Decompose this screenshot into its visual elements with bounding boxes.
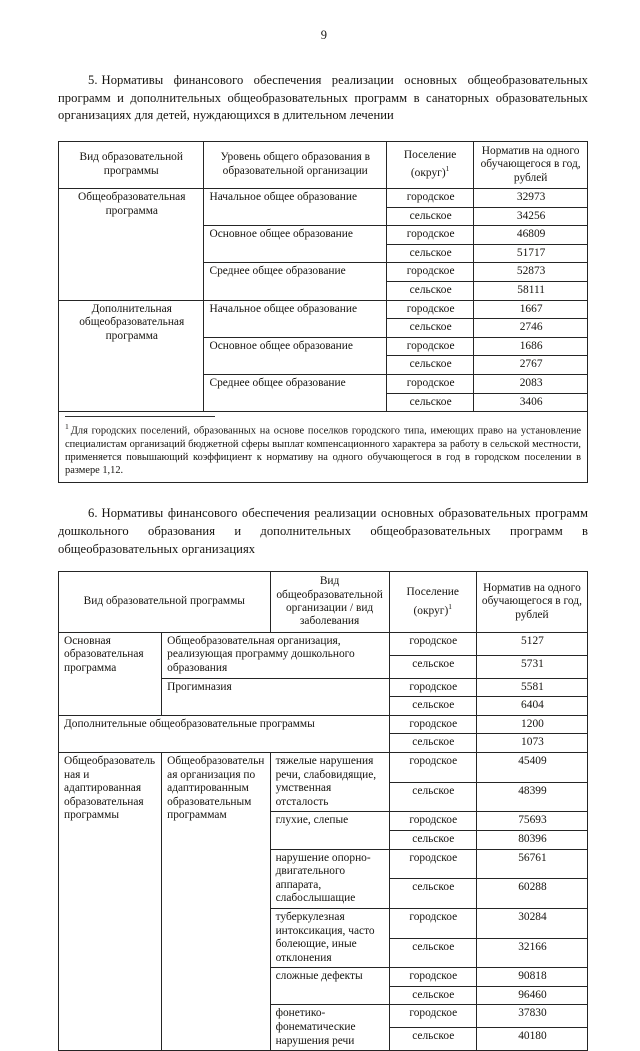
table-1-value-cell: 1667 — [474, 300, 588, 319]
table-2-settlement-cell: сельское — [389, 1028, 476, 1051]
table-2-value-cell: 75693 — [476, 812, 587, 831]
table-1-body — [59, 189, 588, 412]
table-1-header-col3-text: Поселение (округ) — [403, 149, 457, 180]
table-2-program-cell-1: Основная образовательная программа — [59, 632, 162, 715]
table-2-value-cell: 45409 — [476, 752, 587, 782]
table-2-settlement-cell: городское — [389, 632, 476, 655]
table-2-wrapper — [58, 571, 588, 1051]
table-1-settlement-cell: сельское — [386, 319, 473, 338]
paragraph-5-text: Нормативы финансового обеспечения реализации основных общеобразовательных программ и дополнительных общеобразовательных программ в санаторных образовательных организациях для детей, нуждающихся в длительном лечении — [58, 73, 588, 123]
table-1-header-col3 — [386, 141, 473, 188]
table-1-level-cell-6: Среднее общее образование — [204, 374, 387, 411]
table-2 — [58, 571, 588, 1051]
table-2-settlement-cell: городское — [389, 1005, 476, 1028]
table-2-settlement-cell: городское — [389, 812, 476, 831]
table-1-settlement-cell: сельское — [386, 281, 473, 300]
table-2-settlement-cell: сельское — [389, 986, 476, 1005]
table-2-settlement-cell: городское — [389, 908, 476, 938]
footnote-ref-2: 1 — [448, 601, 452, 611]
table-2-value-cell: 1200 — [476, 715, 587, 734]
table-2-value-cell: 30284 — [476, 908, 587, 938]
table-1-value-cell: 52873 — [474, 263, 588, 282]
table-1 — [58, 141, 588, 412]
table-2-settlement-cell: сельское — [389, 938, 476, 968]
table-2-fullwidth-cell: Дополнительные общеобразовательные программы — [59, 715, 390, 752]
table-2-settlement-cell: сельское — [389, 734, 476, 753]
footnote-separator-rule — [65, 416, 215, 417]
table-2-value-cell: 32166 — [476, 938, 587, 968]
table-1-value-cell: 58111 — [474, 281, 588, 300]
table-1-value-cell: 51717 — [474, 244, 588, 263]
table-1-value-cell: 2746 — [474, 319, 588, 338]
table-2-header-col3 — [389, 572, 476, 633]
table-2-settlement-cell: сельское — [389, 830, 476, 849]
table-2-settlement-cell: городское — [389, 678, 476, 697]
table-2-header-col4: Норматив на одного обучающегося в год, рублей — [476, 572, 587, 633]
table-1-header-col4: Норматив на одного обучающегося в год, рублей — [474, 141, 588, 188]
table-2-org-cell-2: Прогимназия — [162, 678, 389, 715]
table-1-settlement-cell: городское — [386, 189, 473, 208]
table-2-head — [59, 572, 588, 633]
table-2-org-cell-1: Общеобразовательная организация, реализующая программу дошкольного образования — [162, 632, 389, 678]
table-2-value-cell: 40180 — [476, 1028, 587, 1051]
table-2-disease-cell-6: фонетико-фонематические нарушения речи — [270, 1005, 389, 1051]
table-1-program-cell-2: Дополнительная общеобразовательная программа — [59, 300, 204, 412]
paragraph-6-number: 6. — [88, 506, 98, 521]
table-2-settlement-cell: сельское — [389, 697, 476, 716]
table-2-disease-cell-3: нарушение опорно-двигательного аппарата, слабослышащие — [270, 849, 389, 908]
table-2-value-cell: 56761 — [476, 849, 587, 879]
table-2-settlement-cell: сельское — [389, 879, 476, 909]
paragraph-6 — [58, 505, 588, 558]
table-2-value-cell: 90818 — [476, 968, 587, 987]
page-number: 9 — [320, 28, 328, 42]
table-1-level-cell-1: Начальное общее образование — [204, 189, 387, 226]
table-2-value-cell: 37830 — [476, 1005, 587, 1028]
table-row — [59, 632, 588, 655]
table-1-settlement-cell: городское — [386, 263, 473, 282]
table-2-disease-cell-2: глухие, слепые — [270, 812, 389, 849]
paragraph-5 — [58, 72, 588, 125]
table-1-level-cell-5: Основное общее образование — [204, 337, 387, 374]
table-1-value-cell: 46809 — [474, 226, 588, 245]
table-2-disease-cell-1: тяжелые нарушения речи, слабовидящие, умственная отсталость — [270, 752, 389, 811]
table-1-settlement-cell: городское — [386, 226, 473, 245]
table-1-footnote-box — [58, 412, 588, 483]
table-row — [59, 715, 588, 734]
footnote-ref-1: 1 — [445, 164, 450, 174]
footnote-text: Для городских поселений, образованных на основе поселков городского типа, имеющих право на установление специалистам организаций бюджетной сферы выплат компенсационного характера за работу в сельской местности, применяется повышающий коэффициент к нормативу на одного обучающегося в год в городском поселении в размере 1,12. — [65, 425, 581, 477]
table-2-organization-cell: Общеобразовательная организация по адаптированным образовательным программам — [162, 752, 270, 1050]
table-2-settlement-cell: сельское — [389, 782, 476, 812]
table-row — [59, 189, 588, 208]
table-1-value-cell: 3406 — [474, 393, 588, 412]
table-2-value-cell: 5581 — [476, 678, 587, 697]
footnote-text-wrapper — [65, 420, 581, 477]
table-1-level-cell-4: Начальное общее образование — [204, 300, 387, 337]
table-1-header-col1: Вид образовательной программы — [59, 141, 204, 188]
table-1-wrapper — [58, 141, 588, 484]
table-1-value-cell: 32973 — [474, 189, 588, 208]
table-2-program-cell-2: Общеобразовательная и адаптированная образовательная программы — [59, 752, 162, 1050]
table-2-settlement-cell: городское — [389, 752, 476, 782]
table-1-value-cell: 1686 — [474, 337, 588, 356]
table-1-head — [59, 141, 588, 188]
paragraph-6-text: Нормативы финансового обеспечения реализации основных образовательных программ дошкольного образования и дополнительных общеобразовательных программ в общеобразовательных организациях — [58, 506, 588, 556]
page-content — [0, 72, 640, 1051]
table-1-value-cell: 34256 — [474, 207, 588, 226]
table-1-settlement-cell: городское — [386, 337, 473, 356]
table-2-value-cell: 6404 — [476, 697, 587, 716]
table-2-value-cell: 5731 — [476, 655, 587, 678]
table-2-body — [59, 632, 588, 1050]
table-1-level-cell-3: Среднее общее образование — [204, 263, 387, 300]
table-2-settlement-cell: городское — [389, 715, 476, 734]
table-2-value-cell: 5127 — [476, 632, 587, 655]
table-1-settlement-cell: сельское — [386, 207, 473, 226]
table-1-settlement-cell: городское — [386, 300, 473, 319]
footnote-marker: 1 — [65, 422, 69, 432]
table-1-program-cell-1: Общеобразовательная программа — [59, 189, 204, 301]
table-2-disease-cell-4: туберкулезная интоксикация, часто болеющие, иные отклонения — [270, 908, 389, 967]
table-1-settlement-cell: сельское — [386, 393, 473, 412]
table-2-value-cell: 48399 — [476, 782, 587, 812]
table-1-header-row — [59, 141, 588, 188]
table-1-settlement-cell: сельское — [386, 244, 473, 263]
table-2-disease-cell-5: сложные дефекты — [270, 968, 389, 1005]
table-2-settlement-cell: городское — [389, 968, 476, 987]
table-1-settlement-cell: сельское — [386, 356, 473, 375]
table-2-value-cell: 60288 — [476, 879, 587, 909]
table-row — [59, 300, 588, 319]
table-1-level-cell-2: Основное общее образование — [204, 226, 387, 263]
paragraph-5-number: 5. — [88, 73, 98, 87]
table-1-value-cell: 2767 — [474, 356, 588, 375]
table-2-header-row — [59, 572, 588, 633]
table-2-header-col1: Вид образовательной программы — [59, 572, 271, 633]
table-1-settlement-cell: городское — [386, 374, 473, 393]
table-2-header-col2: Вид общеобразовательной организации / вид заболевания — [270, 572, 389, 633]
table-row — [59, 752, 588, 782]
table-1-value-cell: 2083 — [474, 374, 588, 393]
table-1-header-col2: Уровень общего образования в образовательной организации — [204, 141, 387, 188]
table-2-header-col3-text: Поселение (округ) — [406, 586, 459, 617]
table-2-value-cell: 1073 — [476, 734, 587, 753]
table-2-value-cell: 96460 — [476, 986, 587, 1005]
table-2-settlement-cell: городское — [389, 849, 476, 879]
table-2-settlement-cell: сельское — [389, 655, 476, 678]
table-2-value-cell: 80396 — [476, 830, 587, 849]
